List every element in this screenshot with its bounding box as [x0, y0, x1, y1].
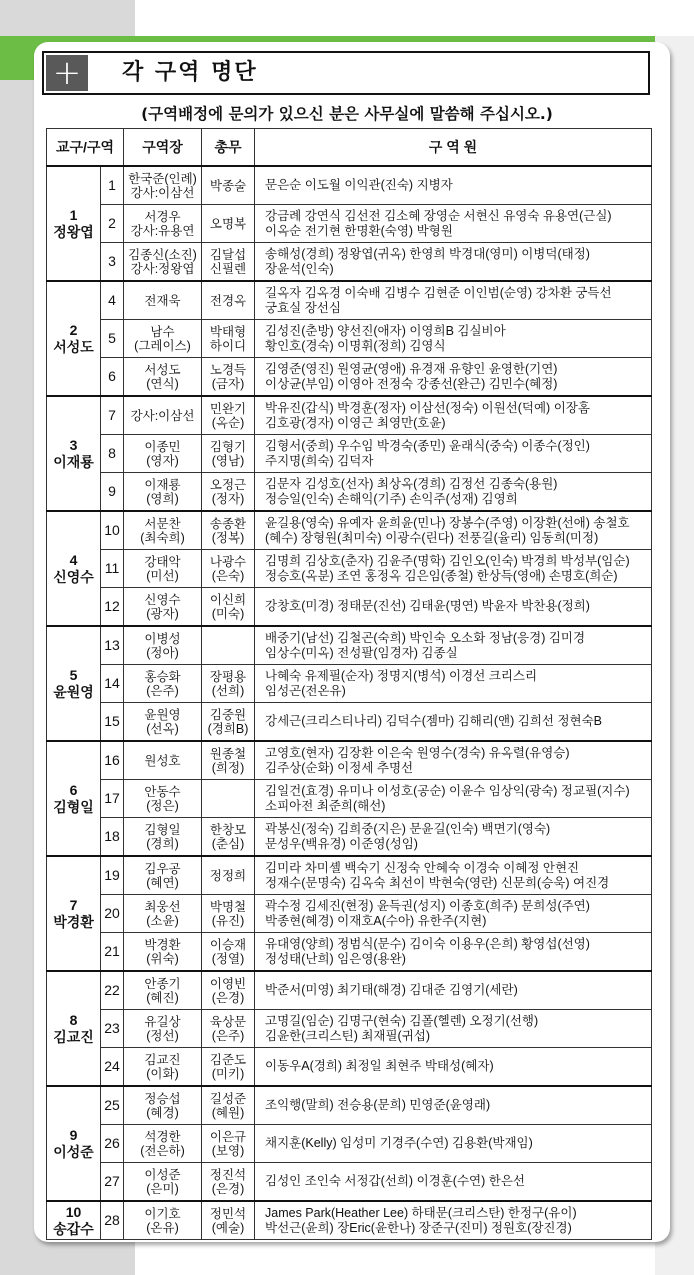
cell-number: 25 — [101, 1086, 124, 1125]
cell-leader: 신영수 (광자) — [124, 588, 202, 627]
district-label: 5 윤원영 — [47, 626, 101, 741]
table-row — [47, 358, 652, 397]
table-row — [47, 1048, 652, 1087]
column-header-members: 구 역 원 — [255, 129, 652, 167]
cell-treasurer: 송종환 (정복) — [202, 511, 255, 550]
table-row — [47, 1125, 652, 1163]
cell-treasurer: 원종철 (희정) — [202, 741, 255, 780]
cell-leader: 김우공 (혜연) — [124, 856, 202, 895]
cell-number: 9 — [101, 473, 124, 512]
cell-leader: 서경우 강사:유용연 — [124, 205, 202, 243]
notice-text: (구역배정에 문의가 있으신 분은 사무실에 말씀해 주십시오.) — [141, 105, 553, 123]
cell-leader: 서성도 (연식) — [124, 358, 202, 397]
district-label: 4 신영수 — [47, 511, 101, 626]
cell-members: 강금례 강연식 김선전 김소혜 장영순 서현신 유영숙 유용연(근실) 이옥순 전기현 한명환(숙영) 박형원 — [255, 205, 652, 243]
cell-members: 곽봉신(정숙) 김희중(지은) 문윤길(인숙) 백면기(영숙) 문성우(백유경) 이준영(성임) — [255, 818, 652, 857]
cell-leader: 박경환 (위숙) — [124, 933, 202, 972]
cell-members: 송해성(경희) 정왕엽(귀옥) 한영희 박경대(영미) 이병덕(태정) 장윤석(인숙) — [255, 243, 652, 282]
cell-leader: 이성준 (은미) — [124, 1163, 202, 1202]
district-label: 2 서성도 — [47, 281, 101, 396]
cell-treasurer: 이신희 (미숙) — [202, 588, 255, 627]
table-row — [47, 166, 652, 205]
table-row — [47, 435, 652, 473]
cell-number: 14 — [101, 665, 124, 703]
table-row — [47, 626, 652, 665]
cell-treasurer: 정진석 (은경) — [202, 1163, 255, 1202]
cell-leader: 이병성 (정아) — [124, 626, 202, 665]
cell-members: 배중기(남선) 김철곤(숙희) 박인숙 오소화 정남(응경) 김미경 임상수(미옥) 전성팔(임경자) 김종실 — [255, 626, 652, 665]
cell-number: 5 — [101, 320, 124, 358]
column-header-leader: 구역장 — [124, 129, 202, 167]
cell-members: 나혜숙 유제필(순자) 정명지(병석) 이경선 크리스리 임성곤(전온유) — [255, 665, 652, 703]
table-row — [47, 205, 652, 243]
table-row — [47, 1201, 652, 1240]
table-row — [47, 856, 652, 895]
district-roster-table — [46, 128, 652, 1240]
cell-members: 채지훈(Kelly) 임성미 기경주(수연) 김용환(박재임) — [255, 1125, 652, 1163]
section-title-bar — [42, 51, 650, 95]
cell-treasurer: 전경옥 — [202, 281, 255, 320]
district-label: 10 송갑수 — [47, 1201, 101, 1240]
cell-number: 16 — [101, 741, 124, 780]
page-title: 각 구역 명단 — [122, 60, 258, 85]
cell-members: 김미라 차미셸 백숙기 신정숙 안혜숙 이경숙 이혜정 안현진 정재수(문명숙) 김옥숙 최선이 박현숙(영란) 신문희(승욱) 여진경 — [255, 856, 652, 895]
cell-treasurer: 김달섭 신필렌 — [202, 243, 255, 282]
cell-members: 고명길(임순) 김명구(현숙) 김폴(헬렌) 오정기(선행) 김윤한(크리스틴) 최재필(귀섭) — [255, 1010, 652, 1048]
cell-leader: 석경한 (전은하) — [124, 1125, 202, 1163]
cell-number: 7 — [101, 396, 124, 435]
cell-treasurer: 노경득 (금자) — [202, 358, 255, 397]
cell-treasurer: 이영빈 (은경) — [202, 971, 255, 1010]
cell-leader: 원성호 — [124, 741, 202, 780]
cell-members: 조익행(말희) 전승용(문희) 민영준(윤영래) — [255, 1086, 652, 1125]
district-label: 8 김교진 — [47, 971, 101, 1086]
cell-treasurer — [202, 626, 255, 665]
cell-leader: 안종기 (혜진) — [124, 971, 202, 1010]
cell-number: 17 — [101, 780, 124, 818]
cell-members: 김문자 김성호(선자) 최상옥(경희) 김정선 김종숙(용원) 정승일(인숙) 손해익(기주) 손익주(성재) 김영희 — [255, 473, 652, 512]
table-row — [47, 396, 652, 435]
cell-number: 15 — [101, 703, 124, 742]
cell-number: 20 — [101, 895, 124, 933]
cell-members: 박유진(갑식) 박경훈(정자) 이삼선(정숙) 이원선(덕예) 이장홈 김호광(경자) 이영근 최영만(호윤) — [255, 396, 652, 435]
cell-leader: 홍승화 (은주) — [124, 665, 202, 703]
plus-icon[interactable]: + — [46, 55, 88, 91]
table-row — [47, 1163, 652, 1202]
cell-number: 24 — [101, 1048, 124, 1087]
cell-members: 김성진(춘방) 양선진(애자) 이영희B 김실비아 황인호(경숙) 이명휘(정희) 김영식 — [255, 320, 652, 358]
cell-treasurer: 장평용 (선희) — [202, 665, 255, 703]
table-row — [47, 473, 652, 512]
cell-treasurer: 이은규 (보영) — [202, 1125, 255, 1163]
table-row — [47, 588, 652, 627]
table-row — [47, 1086, 652, 1125]
cell-leader: 강사:이삼선 — [124, 396, 202, 435]
cell-treasurer: 나광수 (은숙) — [202, 550, 255, 588]
table-row — [47, 281, 652, 320]
cell-members: 곽수정 김세진(현정) 윤득권(성지) 이종호(희주) 문희성(주연) 박종현(혜경) 이재호A(수아) 유한주(지현) — [255, 895, 652, 933]
column-header-district: 교구/구역 — [47, 129, 124, 167]
cell-members: 김형서(중희) 우수임 박경숙(종민) 윤래식(중숙) 이종수(정인) 주지명(희숙) 김덕자 — [255, 435, 652, 473]
cell-number: 22 — [101, 971, 124, 1010]
cell-treasurer: 한창모 (춘심) — [202, 818, 255, 857]
cell-members: 고영호(현자) 김장환 이은숙 원영수(경숙) 유옥렬(유영승) 김주상(순화) 이정세 추명선 — [255, 741, 652, 780]
district-label: 7 박경환 — [47, 856, 101, 971]
cell-leader: 전재욱 — [124, 281, 202, 320]
cell-leader: 서문찬 (최숙희) — [124, 511, 202, 550]
cell-number: 6 — [101, 358, 124, 397]
cell-number: 12 — [101, 588, 124, 627]
cell-treasurer: 정정희 — [202, 856, 255, 895]
cell-number: 19 — [101, 856, 124, 895]
cell-number: 1 — [101, 166, 124, 205]
cell-members: 윤길용(영숙) 유예자 윤희윤(민나) 장봉수(주영) 이장환(선애) 송철호 (혜수) 장형원(최미숙) 이광수(린다) 전풍길(율리) 임동희(미정) — [255, 511, 652, 550]
table-row — [47, 933, 652, 972]
cell-leader: 이재룡 (영희) — [124, 473, 202, 512]
table-row — [47, 703, 652, 742]
cell-treasurer: 박태형 하이디 — [202, 320, 255, 358]
cell-members: 김성인 조인숙 서정갑(선희) 이경훈(수연) 한은선 — [255, 1163, 652, 1202]
cell-treasurer: 박명철 (유진) — [202, 895, 255, 933]
cell-leader: 김교진 (이화) — [124, 1048, 202, 1087]
cell-treasurer: 김중원 (경희B) — [202, 703, 255, 742]
cell-number: 3 — [101, 243, 124, 282]
cell-treasurer: 오명복 — [202, 205, 255, 243]
cell-number: 26 — [101, 1125, 124, 1163]
cell-members: 김일건(효경) 유미나 이성호(공순) 이윤수 임상익(광숙) 정교필(지수) 소피아전 최준희(해선) — [255, 780, 652, 818]
cell-leader: 유길상 (정선) — [124, 1010, 202, 1048]
cell-treasurer: 민완기 (옥순) — [202, 396, 255, 435]
cell-members: 강세근(크리스티나리) 김덕수(젬마) 김해리(앤) 김희선 정현숙B — [255, 703, 652, 742]
cell-number: 13 — [101, 626, 124, 665]
cell-members: James Park(Heather Lee) 하태문(크리스탄) 한정구(유이) 박선근(윤희) 장Eric(윤한나) 장준구(진미) 정원호(장진경) — [255, 1201, 652, 1240]
cell-members: 강창호(미경) 정태문(진선) 김태윤(명연) 박윤자 박찬용(정희) — [255, 588, 652, 627]
cell-number: 27 — [101, 1163, 124, 1202]
district-label: 9 이성준 — [47, 1086, 101, 1201]
roster-body — [47, 166, 652, 1240]
table-header-row — [47, 129, 652, 167]
cell-number: 10 — [101, 511, 124, 550]
cell-treasurer: 김준도 (미키) — [202, 1048, 255, 1087]
cell-members: 이동우A(경희) 최정일 최현주 박태성(혜자) — [255, 1048, 652, 1087]
cell-leader: 강태악 (미선) — [124, 550, 202, 588]
district-label: 3 이재룡 — [47, 396, 101, 511]
table-row — [47, 971, 652, 1010]
cell-treasurer — [202, 780, 255, 818]
cell-leader: 이기호 (온유) — [124, 1201, 202, 1240]
table-row — [47, 1010, 652, 1048]
table-row — [47, 665, 652, 703]
cell-number: 8 — [101, 435, 124, 473]
cell-number: 21 — [101, 933, 124, 972]
cell-leader: 윤원영 (선옥) — [124, 703, 202, 742]
cell-members: 박준서(미영) 최기태(해경) 김대준 김영기(세란) — [255, 971, 652, 1010]
table-row — [47, 243, 652, 282]
cell-leader: 남수 (그레이스) — [124, 320, 202, 358]
cell-number: 28 — [101, 1201, 124, 1240]
cell-leader: 한국준(인례) 강사:이삼선 — [124, 166, 202, 205]
cell-treasurer: 김형기 (영남) — [202, 435, 255, 473]
cell-leader: 안동수 (정은) — [124, 780, 202, 818]
table-row — [47, 895, 652, 933]
cell-members: 문은순 이도월 이익관(진숙) 지병자 — [255, 166, 652, 205]
cell-treasurer: 육상문 (은주) — [202, 1010, 255, 1048]
cell-number: 4 — [101, 281, 124, 320]
cell-treasurer: 이승재 (정열) — [202, 933, 255, 972]
table-row — [47, 818, 652, 857]
table-row — [47, 550, 652, 588]
cell-leader: 김종신(소진) 강사:정왕엽 — [124, 243, 202, 282]
cell-number: 23 — [101, 1010, 124, 1048]
cell-treasurer: 정민석 (예술) — [202, 1201, 255, 1240]
table-row — [47, 741, 652, 780]
cell-leader: 정승섭 (혜경) — [124, 1086, 202, 1125]
cell-members: 유대영(양희) 정범식(문수) 김이숙 이용우(은희) 황영섭(선영) 정성태(난희) 임은영(용완) — [255, 933, 652, 972]
cell-treasurer: 길성준 (혜원) — [202, 1086, 255, 1125]
district-label: 1 정왕엽 — [47, 166, 101, 281]
cell-leader: 이종민 (영자) — [124, 435, 202, 473]
cell-number: 2 — [101, 205, 124, 243]
cell-number: 18 — [101, 818, 124, 857]
cell-members: 김영준(영진) 원영균(영애) 유경재 유향인 윤영한(기연) 이상균(부임) 이영아 전정숙 강종선(완근) 김민수(혜정) — [255, 358, 652, 397]
cell-leader: 최웅선 (소윤) — [124, 895, 202, 933]
district-label: 6 김형일 — [47, 741, 101, 856]
cell-treasurer: 오정근 (정자) — [202, 473, 255, 512]
table-row — [47, 511, 652, 550]
cell-number: 11 — [101, 550, 124, 588]
table-row — [47, 320, 652, 358]
cell-treasurer: 박종술 — [202, 166, 255, 205]
cell-leader: 김형일 (경희) — [124, 818, 202, 857]
cell-members: 김명희 김상호(춘자) 김윤주(명학) 김인오(인숙) 박경희 박성부(임순) 정승호(옥분) 조연 홍정옥 김은임(종철) 한상득(영애) 손명호(희순) — [255, 550, 652, 588]
table-row — [47, 780, 652, 818]
cell-members: 길옥자 김옥경 이숙배 김병수 김현준 이인범(순영) 강차환 궁득선 궁효실 장선심 — [255, 281, 652, 320]
column-header-treasurer: 총무 — [202, 129, 255, 167]
